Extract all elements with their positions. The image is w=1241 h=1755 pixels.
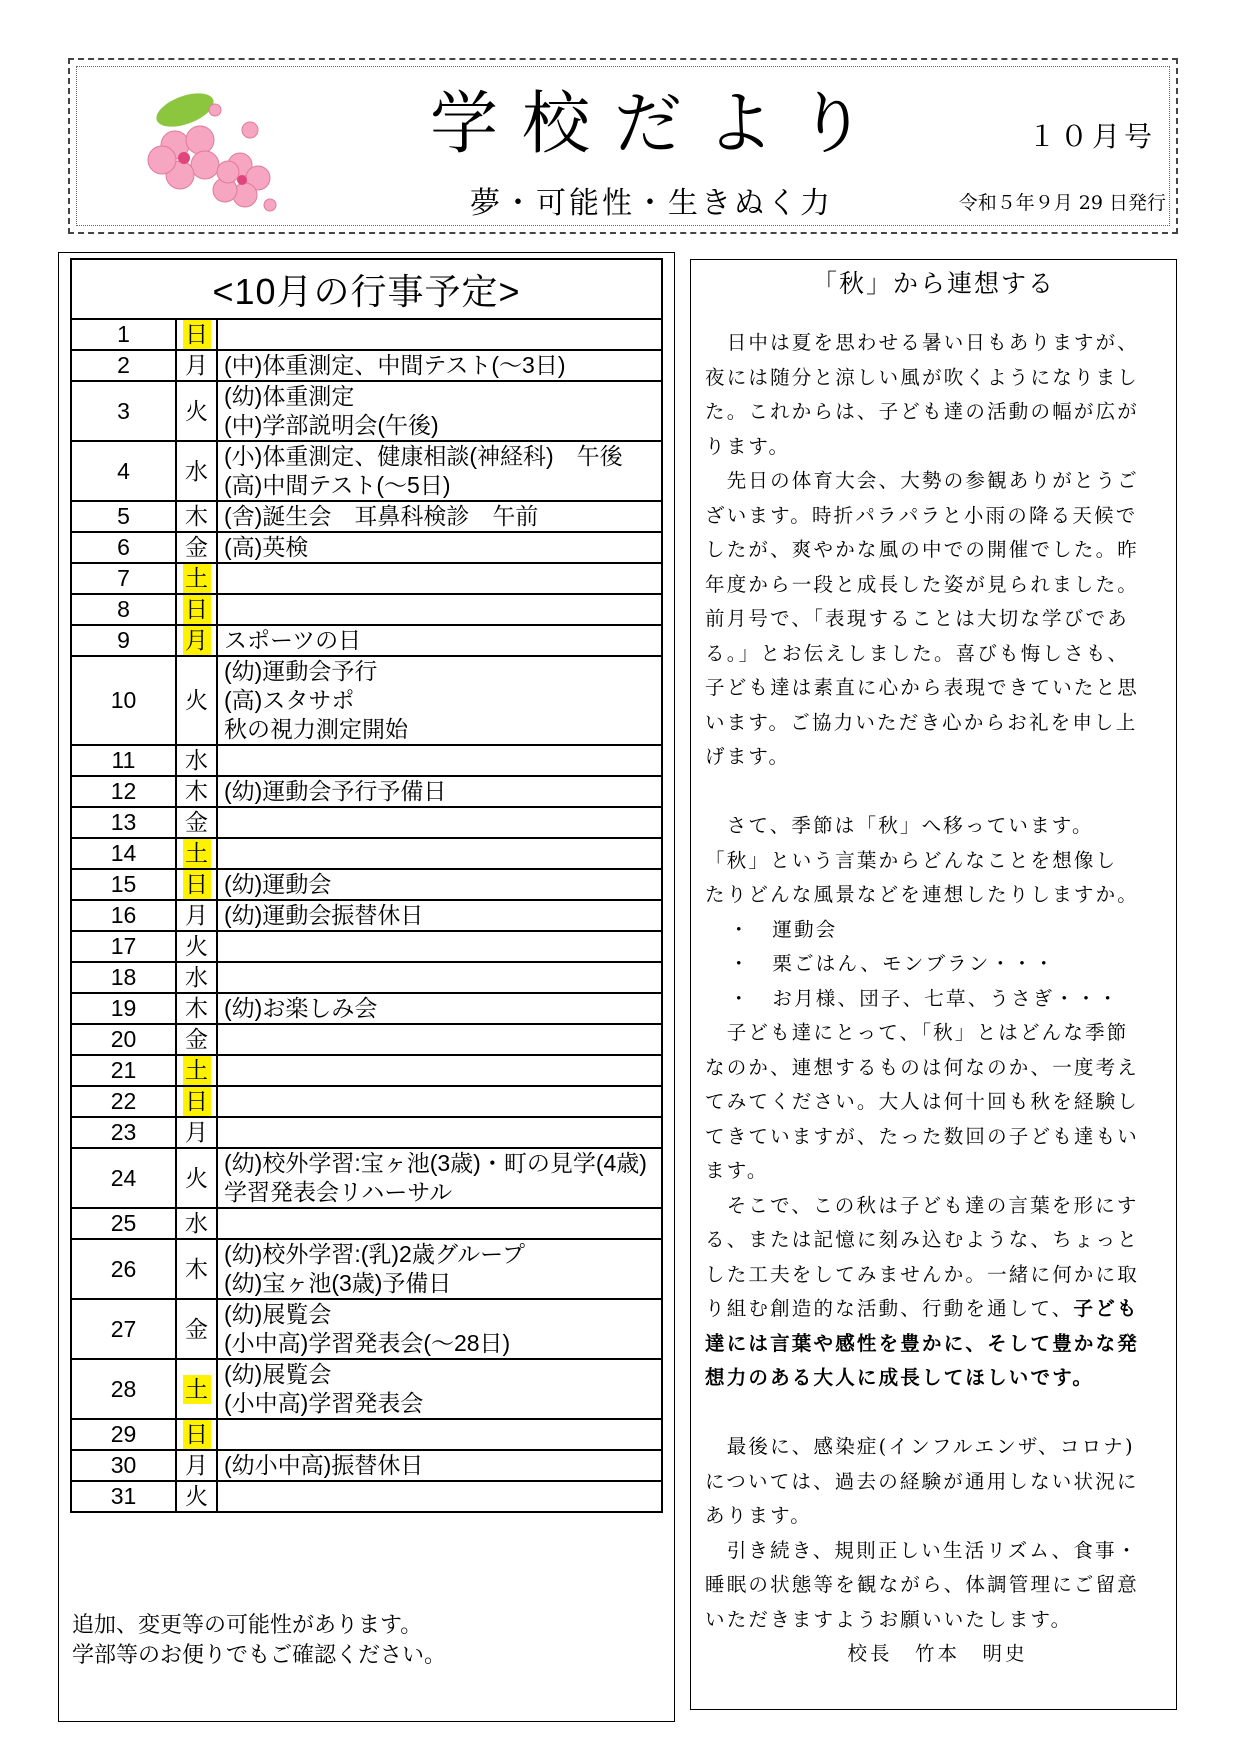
schedule-row <box>71 350 662 381</box>
article-line: さて、季節は「秋」へ移っています。 <box>705 814 1094 837</box>
article-line: ります。 <box>705 434 791 458</box>
schedule-day: 10 <box>71 656 176 745</box>
schedule-weekday <box>176 1117 217 1148</box>
schedule-weekday <box>176 931 217 962</box>
article-line: 子ども達にとって、「秋」とはどんな季節 <box>705 1021 1129 1044</box>
article-body <box>705 326 1170 1672</box>
schedule-weekday <box>176 563 217 594</box>
schedule-events <box>217 993 662 1024</box>
schedule-events <box>217 381 662 441</box>
schedule-day: 24 <box>71 1148 176 1208</box>
schedule-row <box>71 993 662 1024</box>
weekday-label: 火 <box>185 687 208 713</box>
schedule-day: 16 <box>71 900 176 931</box>
schedule-events <box>217 532 662 563</box>
schedule-events <box>217 1419 662 1450</box>
schedule-event: (高)スタサポ <box>224 687 355 713</box>
weekday-label: 水 <box>185 964 208 990</box>
weekday-label: 月 <box>185 1119 208 1145</box>
school-motto: 夢・可能性・生きぬく力 <box>470 186 833 221</box>
schedule-weekday <box>176 441 217 501</box>
schedule-events <box>217 1239 662 1299</box>
weekday-label: 月 <box>185 352 208 378</box>
article-line: ・ 栗ごはん、モンブラン・・・ <box>729 952 1056 975</box>
schedule-events <box>217 1299 662 1359</box>
weekday-label: 木 <box>185 995 208 1021</box>
schedule-day: 15 <box>71 869 176 900</box>
schedule-event: (舎)誕生会 耳鼻科検診 午前 <box>224 503 539 529</box>
newsletter-title: 学校だより <box>429 85 890 164</box>
schedule-weekday <box>176 1419 217 1450</box>
article-line: います。ご協力いただき心からお礼を申し上 <box>705 710 1138 734</box>
schedule-row <box>71 319 662 350</box>
weekday-label: 日 <box>183 595 211 624</box>
schedule-day: 18 <box>71 962 176 993</box>
schedule-day: 23 <box>71 1117 176 1148</box>
schedule-event: スポーツの日 <box>224 627 362 653</box>
schedule-events <box>217 441 662 501</box>
schedule-weekday <box>176 1208 217 1239</box>
blank-line <box>705 775 1170 810</box>
weekday-label: 日 <box>183 870 211 899</box>
schedule-weekday <box>176 1055 217 1086</box>
weekday-label: 金 <box>185 534 208 560</box>
article-line: 最後に、感染症(インフルエンザ、コロナ) <box>705 1435 1135 1458</box>
schedule-weekday <box>176 1239 217 1299</box>
schedule-row <box>71 1419 662 1450</box>
schedule-events <box>217 962 662 993</box>
schedule-event: 学習発表会リハーサル <box>224 1179 453 1205</box>
weekday-label: 金 <box>185 809 208 835</box>
schedule-weekday <box>176 869 217 900</box>
schedule-events <box>217 1208 662 1239</box>
cherry-blossom-icon <box>130 90 290 220</box>
weekday-label: 土 <box>183 1375 211 1404</box>
article-line: る。」とお伝えしました。喜びも悔しさも、 <box>705 641 1130 665</box>
schedule-row <box>71 563 662 594</box>
schedule-day: 19 <box>71 993 176 1024</box>
schedule-events <box>217 1148 662 1208</box>
schedule-events <box>217 1359 662 1419</box>
weekday-label: 日 <box>183 1087 211 1116</box>
schedule-weekday <box>176 745 217 776</box>
blank-line <box>705 1396 1170 1431</box>
weekday-label: 日 <box>183 1420 211 1449</box>
weekday-label: 土 <box>183 839 211 868</box>
schedule-weekday <box>176 838 217 869</box>
schedule-events <box>217 319 662 350</box>
schedule-row <box>71 501 662 532</box>
schedule-day: 31 <box>71 1481 176 1512</box>
article-line: ・ お月様、団子、七草、うさぎ・・・ <box>729 986 1120 1010</box>
article-line: したが、爽やかな風の中での開催でした。昨 <box>705 538 1140 561</box>
schedule-events <box>217 931 662 962</box>
schedule-row <box>71 838 662 869</box>
schedule-events <box>217 776 662 807</box>
weekday-label: 水 <box>185 1210 208 1236</box>
schedule-events <box>217 656 662 745</box>
schedule-event: 秋の視力測定開始 <box>224 716 408 742</box>
schedule-day: 13 <box>71 807 176 838</box>
schedule-title: <10月の行事予定> <box>71 259 662 319</box>
schedule-row <box>71 441 662 501</box>
article-line: 年度から一段と成長した姿が見られました。 <box>705 572 1140 596</box>
article-line: 日中は夏を思わせる暑い日もありますが、 <box>705 331 1140 354</box>
schedule-weekday <box>176 656 217 745</box>
article-line: 達には言葉や感性を豊かに、そして豊かな発 <box>705 1331 1140 1355</box>
weekday-label: 金 <box>185 1315 208 1342</box>
schedule-events <box>217 869 662 900</box>
schedule-day: 7 <box>71 563 176 594</box>
schedule-row <box>71 900 662 931</box>
weekday-label: 土 <box>183 1056 211 1085</box>
schedule-weekday <box>176 1450 217 1481</box>
schedule-weekday <box>176 1148 217 1208</box>
schedule-weekday <box>176 381 217 441</box>
schedule-event: (中)体重測定、中間テスト(～3日) <box>224 352 566 378</box>
schedule-row <box>71 625 662 656</box>
schedule-events <box>217 1024 662 1055</box>
article-line: 「秋」という言葉からどんなことを想像し <box>705 848 1118 872</box>
schedule-day: 9 <box>71 625 176 656</box>
schedule-weekday <box>176 319 217 350</box>
schedule-event: (小)体重測定、健康相談(神経科) 午後 <box>224 443 623 469</box>
schedule-events <box>217 594 662 625</box>
issue-date: 令和５年９月 29 日発行 <box>958 192 1166 214</box>
schedule-event: (高)英検 <box>224 534 309 560</box>
schedule-row <box>71 1117 662 1148</box>
article-line: た。これからは、子ども達の活動の幅が広が <box>705 400 1140 423</box>
article-line: なのか、連想するものは何なのか、一度考え <box>705 1055 1140 1079</box>
article-line: ます。 <box>705 1159 769 1182</box>
schedule-events <box>217 1086 662 1117</box>
schedule-events <box>217 1481 662 1512</box>
schedule-events <box>217 1450 662 1481</box>
schedule-row <box>71 931 662 962</box>
schedule-row <box>71 1086 662 1117</box>
article-line: 夜には随分と涼しい風が吹くようになりまし <box>705 365 1140 389</box>
schedule-row <box>71 1024 662 1055</box>
schedule-weekday <box>176 1086 217 1117</box>
schedule-event: (幼)展覧会 <box>224 1361 332 1387</box>
schedule-row <box>71 381 662 441</box>
schedule-event: (幼)体重測定 <box>224 383 355 409</box>
article-line: げます。 <box>705 745 791 768</box>
schedule-day: 27 <box>71 1299 176 1359</box>
schedule-weekday <box>176 532 217 563</box>
article-line: ざいます。時折パラパラと小雨の降る天候で <box>705 503 1138 527</box>
schedule-note <box>72 1610 446 1670</box>
schedule-event: (幼)校外学習:(乳)2歳グループ <box>224 1241 525 1267</box>
article-bold-text: 子ども <box>1073 1297 1139 1320</box>
article-line: あります。 <box>705 1504 812 1527</box>
schedule-row <box>71 962 662 993</box>
schedule-events <box>217 625 662 656</box>
schedule-events <box>217 838 662 869</box>
weekday-label: 火 <box>185 397 208 424</box>
schedule-events <box>217 563 662 594</box>
schedule-day: 4 <box>71 441 176 501</box>
schedule-weekday <box>176 1481 217 1512</box>
schedule-row <box>71 1299 662 1359</box>
schedule-weekday <box>176 1024 217 1055</box>
article-line: そこで、この秋は子ども達の言葉を形にす <box>705 1193 1139 1217</box>
schedule-day: 11 <box>71 745 176 776</box>
weekday-label: 水 <box>185 457 208 484</box>
schedule-weekday <box>176 350 217 381</box>
schedule-events <box>217 807 662 838</box>
article-line: については、過去の経験が通用しない状況に <box>705 1469 1139 1493</box>
schedule-day: 28 <box>71 1359 176 1419</box>
schedule-events <box>217 1055 662 1086</box>
schedule-day: 6 <box>71 532 176 563</box>
schedule-weekday <box>176 900 217 931</box>
schedule-note-line: 追加、変更等の可能性があります。 <box>72 1612 423 1637</box>
article-line: 睡眠の状態等を観ながら、体調管理にご留意 <box>705 1573 1140 1596</box>
issue-label: １０月号 <box>1027 120 1156 153</box>
article-line: 引き続き、規則正しい生活リズム、食事・ <box>705 1538 1139 1562</box>
schedule-row <box>71 1055 662 1086</box>
schedule-day: 1 <box>71 319 176 350</box>
schedule-day: 30 <box>71 1450 176 1481</box>
article-line: した工夫をしてみませんか。一緒に何かに取 <box>705 1262 1140 1286</box>
schedule-event: (中)学部説明会(午後) <box>224 412 439 438</box>
article-line: る、または記憶に刻み込むような、ちょっと <box>705 1228 1140 1251</box>
weekday-label: 月 <box>185 1452 208 1478</box>
schedule-note-line: 学部等のお便りでもご確認ください。 <box>72 1642 447 1667</box>
schedule-day: 12 <box>71 776 176 807</box>
article-line: ・ 運動会 <box>729 917 838 941</box>
schedule-events <box>217 501 662 532</box>
schedule-event: (幼)校外学習:宝ヶ池(3歳)・町の見学(4歳) <box>224 1150 647 1176</box>
article-line: てきていますが、たった数回の子ども達もい <box>705 1124 1140 1148</box>
schedule-row <box>71 745 662 776</box>
principal-signature: 校長 竹本 明史 <box>847 1642 1028 1665</box>
article-line <box>705 1292 1170 1327</box>
article-line: いただきますようお願いいたします。 <box>705 1607 1073 1631</box>
schedule-day: 17 <box>71 931 176 962</box>
schedule-row <box>71 1148 662 1208</box>
schedule-row <box>71 656 662 745</box>
weekday-label: 火 <box>185 1164 208 1191</box>
schedule-day: 26 <box>71 1239 176 1299</box>
schedule-event: (高)中間テスト(～5日) <box>224 472 451 498</box>
schedule-day: 20 <box>71 1024 176 1055</box>
schedule-day: 21 <box>71 1055 176 1086</box>
article-line: 先日の体育大会、大勢の参観ありがとうご <box>705 469 1140 492</box>
schedule-event: (幼)お楽しみ会 <box>224 995 378 1021</box>
schedule-weekday <box>176 776 217 807</box>
schedule-day: 2 <box>71 350 176 381</box>
schedule-row <box>71 1239 662 1299</box>
schedule-events <box>217 745 662 776</box>
schedule-day: 29 <box>71 1419 176 1450</box>
weekday-label: 木 <box>185 503 208 529</box>
weekday-label: 月 <box>183 626 211 655</box>
weekday-label: 木 <box>185 778 208 804</box>
schedule-day: 22 <box>71 1086 176 1117</box>
weekday-label: 金 <box>185 1026 208 1052</box>
schedule-event: (小中高)学習発表会(～28日) <box>224 1330 511 1356</box>
schedule-row <box>71 1359 662 1419</box>
schedule-day: 14 <box>71 838 176 869</box>
weekday-label: 土 <box>183 564 211 593</box>
schedule-day: 25 <box>71 1208 176 1239</box>
weekday-label: 木 <box>185 1255 208 1282</box>
schedule-day: 5 <box>71 501 176 532</box>
schedule-event: (小中高)学習発表会 <box>224 1390 424 1416</box>
weekday-label: 火 <box>185 933 208 959</box>
schedule-row <box>71 1450 662 1481</box>
schedule-weekday <box>176 993 217 1024</box>
schedule-events <box>217 1117 662 1148</box>
schedule-event: (幼)運動会振替休日 <box>224 902 424 928</box>
schedule-row <box>71 869 662 900</box>
article-line: 子ども達は素直に心から表現できていたと思 <box>705 676 1140 699</box>
schedule-weekday <box>176 594 217 625</box>
schedule-weekday <box>176 1359 217 1419</box>
schedule-event: (幼)運動会予行 <box>224 658 378 684</box>
weekday-label: 火 <box>185 1483 208 1509</box>
weekday-label: 日 <box>183 320 211 349</box>
schedule-event: (幼)運動会予行予備日 <box>224 778 447 804</box>
schedule-day: 8 <box>71 594 176 625</box>
schedule-row <box>71 532 662 563</box>
schedule-event: (幼)運動会 <box>224 871 332 897</box>
schedule-event: (幼)宝ヶ池(3歳)予備日 <box>224 1270 452 1296</box>
article-line: たりどんな風景などを連想したりしますか。 <box>705 883 1140 906</box>
schedule-row <box>71 1481 662 1512</box>
schedule-table <box>70 258 663 1513</box>
weekday-label: 水 <box>185 747 208 773</box>
weekday-label: 月 <box>185 902 208 928</box>
article-title: 「秋」から連想する <box>811 269 1055 298</box>
schedule-row <box>71 807 662 838</box>
article-line: 前月号で、「表現することは大切な学びであ <box>705 607 1129 630</box>
schedule-events <box>217 350 662 381</box>
schedule-day: 3 <box>71 381 176 441</box>
schedule-row <box>71 594 662 625</box>
schedule-events <box>217 900 662 931</box>
schedule-weekday <box>176 625 217 656</box>
schedule-row <box>71 1208 662 1239</box>
schedule-weekday <box>176 962 217 993</box>
article-line: 想力のある大人に成長してほしいです。 <box>705 1366 1095 1389</box>
schedule-weekday <box>176 501 217 532</box>
schedule-row <box>71 776 662 807</box>
header-box <box>68 58 1178 234</box>
article-text: り組む創造的な活動、行動を通して、 <box>705 1297 1074 1320</box>
schedule-event: (幼)展覧会 <box>224 1301 332 1327</box>
schedule-event: (幼小中高)振替休日 <box>224 1452 424 1478</box>
schedule-weekday <box>176 1299 217 1359</box>
article-line: てみてください。大人は何十回も秋を経験し <box>705 1090 1140 1113</box>
schedule-weekday <box>176 807 217 838</box>
